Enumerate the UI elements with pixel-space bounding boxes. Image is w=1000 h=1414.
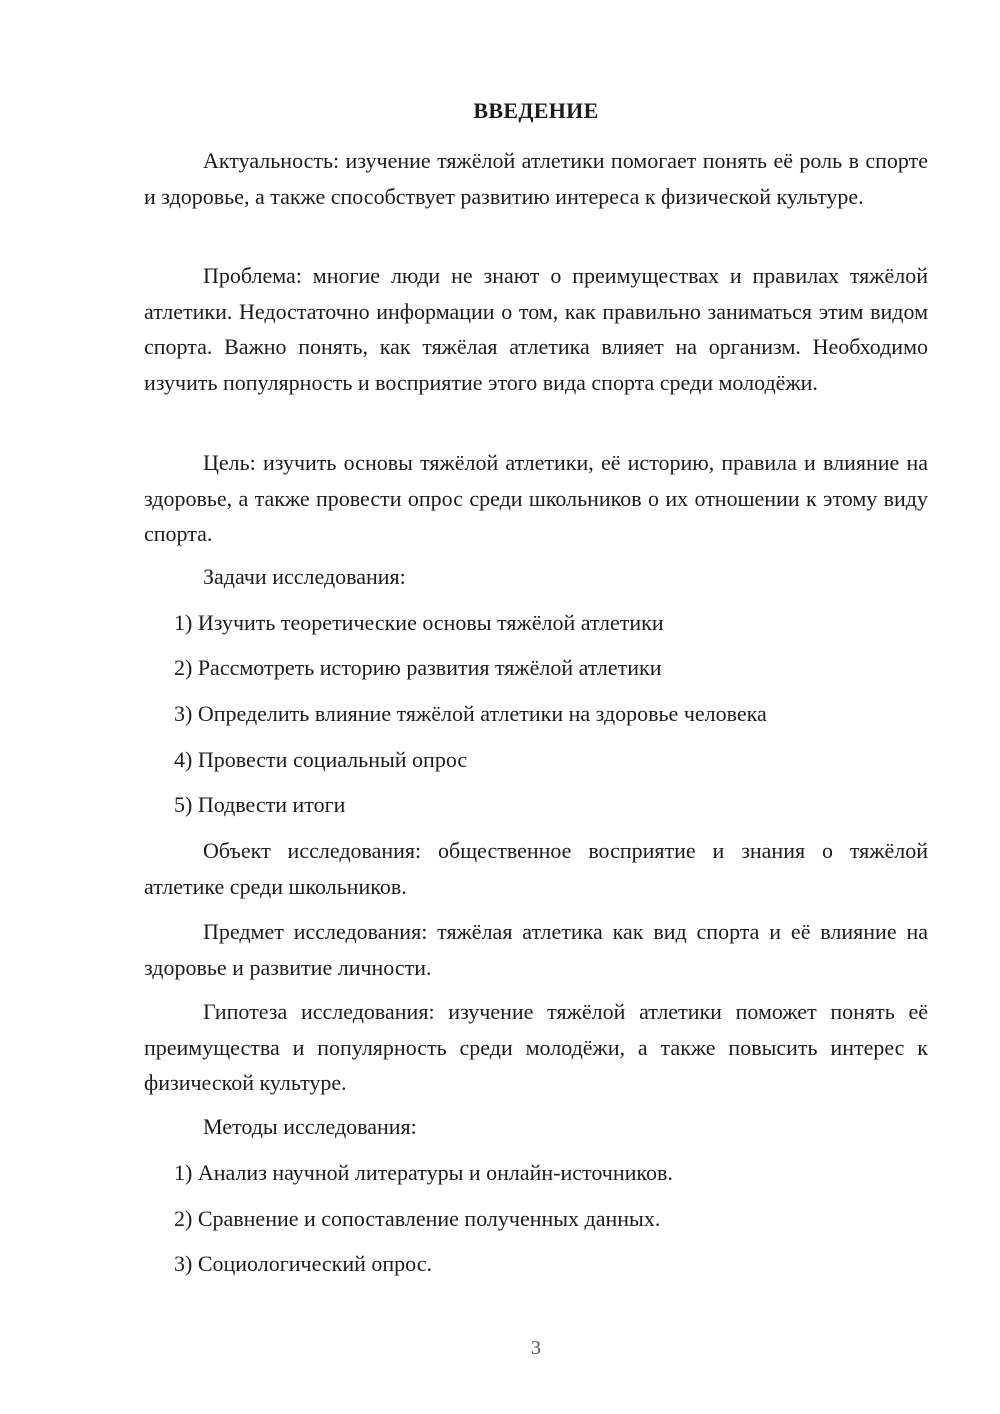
page-number: 3: [531, 1337, 541, 1359]
subject-paragraph: Предмет исследования: тяжёлая атлетика как вид спорта и её влияние на здоровье и развитие личности.: [144, 919, 928, 980]
method-item: 2) Сравнение и сопоставление полученных данных.: [174, 1206, 661, 1231]
methods-title: Методы исследования:: [203, 1114, 417, 1139]
page-heading: ВВЕДЕНИЕ: [473, 98, 599, 123]
task-item: 5) Подвести итоги: [174, 792, 346, 817]
tasks-title: Задачи исследования:: [203, 564, 406, 589]
task-item: 2) Рассмотреть историю развития тяжёлой атлетики: [174, 655, 662, 680]
method-item: 3) Социологический опрос.: [174, 1251, 432, 1276]
task-item: 3) Определить влияние тяжёлой атлетики на здоровье человека: [174, 701, 767, 726]
task-item: 4) Провести социальный опрос: [174, 747, 468, 772]
task-item: 1) Изучить теоретические основы тяжёлой атлетики: [174, 610, 664, 635]
object-paragraph: Объект исследования: общественное восприятие и знания о тяжёлой атлетике среди школьников.: [144, 838, 928, 899]
problem-paragraph: Проблема: многие люди не знают о преимуществах и правилах тяжёлой атлетики. Недостаточно информации о том, как правильно заниматься этим видом спорта. Важно понять, как тяжёлая атлетика влияет на организм. Необходимо изучить популярность и восприятие этого вида спорта среди молодёжи.: [144, 263, 928, 395]
method-item: 1) Анализ научной литературы и онлайн-источников.: [174, 1160, 673, 1185]
hypothesis-paragraph: Гипотеза исследования: изучение тяжёлой атлетики поможет понять её преимущества и популярность среди молодёжи, а также повысить интерес к физической культуре.: [144, 999, 928, 1095]
goal-paragraph: Цель: изучить основы тяжёлой атлетики, её историю, правила и влияние на здоровье, а также провести опрос среди школьников о их отношении к этому виду спорта.: [144, 450, 928, 546]
relevance-paragraph: Актуальность: изучение тяжёлой атлетики помогает понять её роль в спорте и здоровье, а также способствует развитию интереса к физической культуре.: [144, 148, 928, 209]
